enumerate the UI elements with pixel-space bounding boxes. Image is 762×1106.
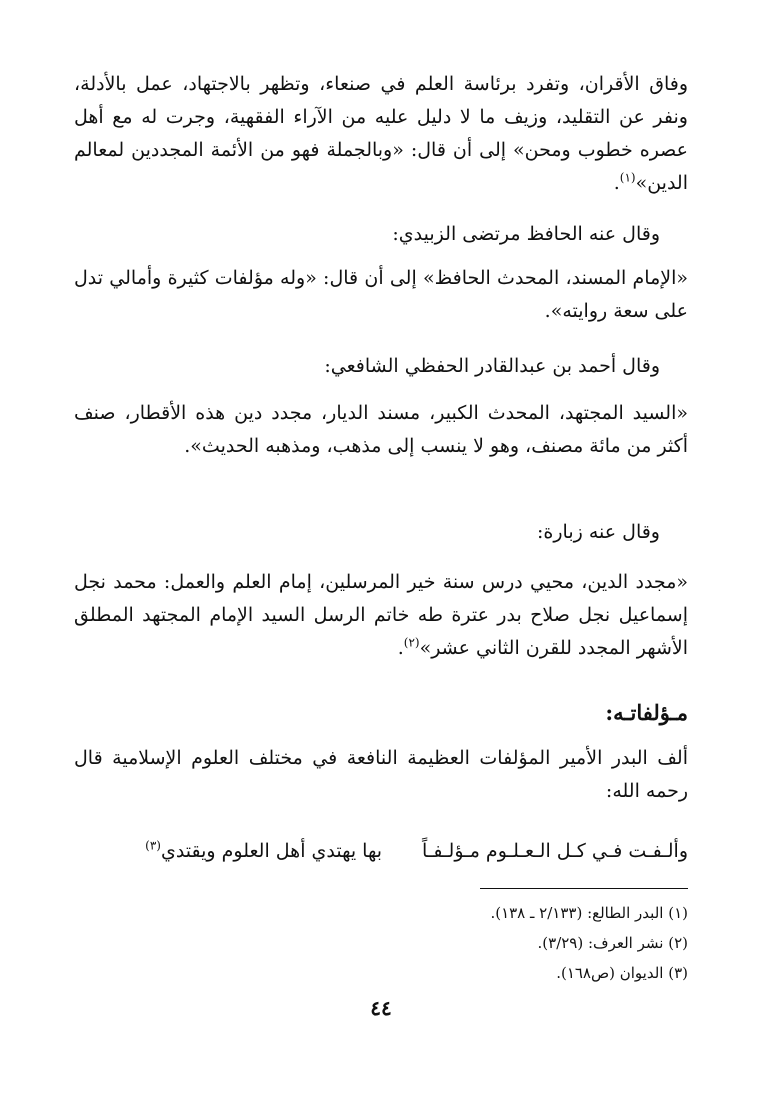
page-number: ٤٤ bbox=[370, 996, 392, 1020]
footnotes-list bbox=[490, 898, 688, 988]
paragraph-6: وقال عنه زبارة: bbox=[537, 521, 660, 543]
footnote-1: (١) البدر الطالع: (٢/١٣٣ ـ ١٣٨). bbox=[490, 904, 688, 922]
paragraph-4: وقال أحمد بن عبدالقادر الحفظي الشافعي: bbox=[324, 355, 660, 377]
paragraph-1: وفاق الأقران، وتفرد برئاسة العلم في صنعاء، وتظهر بالاجتهاد، عمل بالأدلة، ونفر عن التقليد، وزيف ما لا دليل عليه من الآراء الفقهية، وجرت له مع أهل عصره خطوب ومحن» إلى أن قال: «وبالجملة فهو من الأئمة المجددين لمعالم الدين»$^{(١)}$. bbox=[74, 73, 688, 194]
paragraph-5: «السيد المجتهد، المحدث الكبير، مسند الديار، مجدد دين هذه الأقطار، صنف أكثر من مائة مصنف، وهو لا ينسب إلى مذهب، ومذهبه الحديث». bbox=[74, 402, 688, 457]
section-heading: مـؤلفاتـه: bbox=[605, 700, 688, 725]
footnote-divider bbox=[480, 888, 688, 889]
paragraph-7: «مجدد الدين، محيي درس سنة خير المرسلين، إمام العلم والعمل: محمد نجل إسماعيل نجل صلاح بدر عترة طه خاتم الرسل السيد الإمام المجتهد المطلق الأشهر المجدد للقرن الثاني عشر»$^{(٢)}$. bbox=[74, 571, 688, 659]
footnote-3: (٣) الديوان (ص١٦٨). bbox=[556, 964, 688, 982]
paragraph-8: ألف البدر الأمير المؤلفات العظيمة النافعة في مختلف العلوم الإسلامية قال رحمه الله: bbox=[74, 747, 688, 802]
footnote-ref-3: (٣) bbox=[145, 838, 161, 853]
verse-hemistich-2: بها يهتدي أهل العلوم ويقتدي$^{(٣)}$ bbox=[145, 838, 383, 862]
paragraph-3: «الإمام المسند، المحدث الحافظ» إلى أن قال: «وله مؤلفات كثيرة وأمالي تدل على سعة روايته». bbox=[74, 267, 688, 322]
verse-line bbox=[74, 835, 688, 868]
paragraph-2: وقال عنه الحافظ مرتضى الزبيدي: bbox=[392, 223, 660, 245]
footnote-2: (٢) نشر العرف: (٣/٢٩). bbox=[537, 934, 688, 952]
footnote-ref-2: (٢) bbox=[403, 635, 420, 650]
verse-hemistich-1: وألـفـت فـي كـل الـعـلـوم مـؤلـفـاً bbox=[422, 840, 688, 862]
footnote-ref-1: (١) bbox=[619, 170, 636, 185]
